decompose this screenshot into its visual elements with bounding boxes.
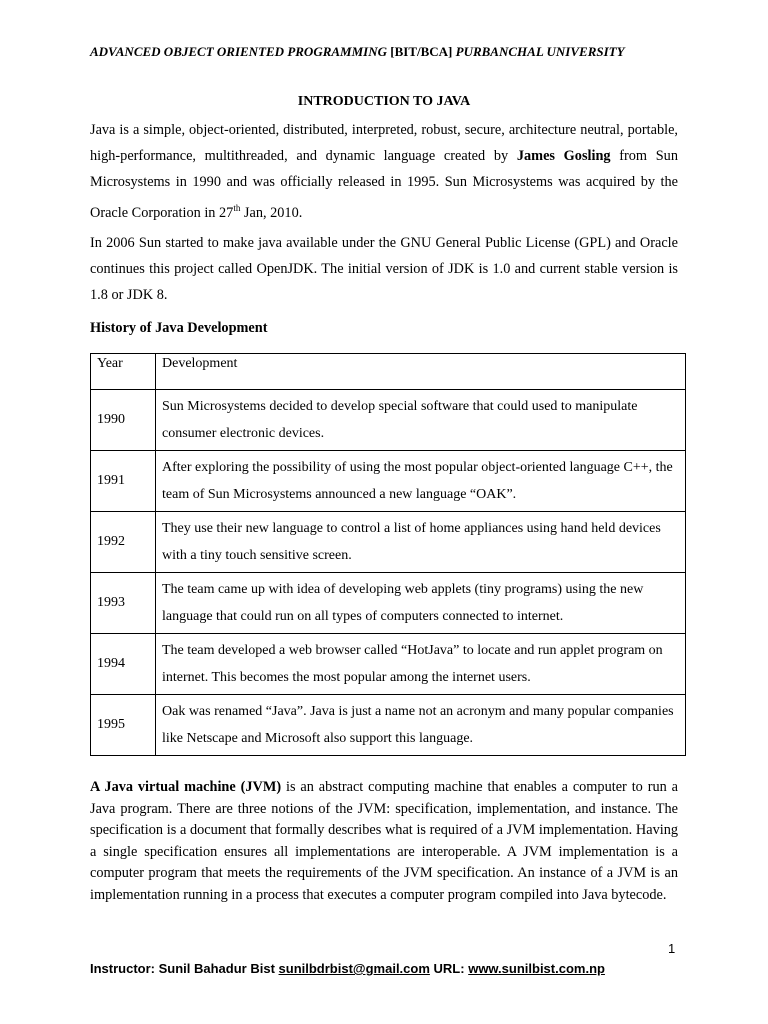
history-heading: History of Java Development	[90, 320, 268, 336]
gpl-paragraph: In 2006 Sun started to make java available under the GNU General Public License (GPL) and Oracle continues this project called OpenJDK. The initial version of JDK is 1.0 and current stable version is 1.8 or JDK 8.	[90, 235, 678, 303]
year-cell: 1990	[91, 390, 156, 451]
table-header-row	[91, 354, 686, 390]
development-column-header: Development	[156, 354, 686, 390]
development-cell: The team developed a web browser called “HotJava” to locate and run applet program on internet. This becomes the most popular among the internet users.	[156, 634, 686, 695]
year-cell: 1993	[91, 573, 156, 634]
year-cell: 1994	[91, 634, 156, 695]
jvm-text: is an abstract computing machine that enables a computer to run a Java program. There are three notions of the JVM: specification, implementation, and instance. The specification is a document that formally describes what is required of a JVM implementation. Having a single specification ensures all implementations are interoperable. A JVM implementation is a computer program that meets the requirements of the JVM specification. An instance of a JVM is an implementation running in a process that executes a computer program compiled into Java bytecode.	[90, 779, 678, 903]
intro-paragraph	[90, 117, 678, 226]
table-row	[91, 695, 686, 756]
website-link[interactable]: www.sunilbist.com.np	[468, 961, 605, 976]
page-header	[90, 44, 680, 60]
year-cell: 1995	[91, 695, 156, 756]
intro-text-3: Jan, 2010.	[240, 204, 303, 221]
year-column-header: Year	[91, 354, 156, 390]
jvm-term-a: A Java virtual machine (	[90, 779, 246, 795]
header-program: [BIT/BCA]	[390, 44, 453, 59]
table-row	[91, 634, 686, 695]
ordinal-suffix: th	[233, 203, 241, 213]
header-course: ADVANCED OBJECT ORIENTED PROGRAMMING	[90, 44, 388, 59]
page-title: INTRODUCTION TO JAVA	[297, 94, 471, 109]
development-cell: The team came up with idea of developing web applets (tiny programs) using the new language that could run on all types of computers connected to internet.	[156, 573, 686, 634]
history-table	[90, 353, 686, 756]
table-row	[91, 512, 686, 573]
development-cell: Sun Microsystems decided to develop special software that could used to manipulate consumer electronic devices.	[156, 390, 686, 451]
development-cell: They use their new language to control a list of home appliances using hand held devices with a tiny touch sensitive screen.	[156, 512, 686, 573]
table-row	[91, 573, 686, 634]
development-cell: After exploring the possibility of using the most popular object-oriented language C++, the team of Sun Microsystems announced a new language “OAK”.	[156, 451, 686, 512]
year-cell: 1992	[91, 512, 156, 573]
jvm-term-abbr: JVM	[245, 779, 277, 795]
table-row	[91, 390, 686, 451]
jvm-term-close: )	[276, 779, 282, 795]
page-number: 1	[668, 941, 676, 956]
jvm-paragraph	[90, 777, 678, 906]
development-cell: Oak was renamed “Java”. Java is just a name not an acronym and many popular companies like Netscape and Microsoft also support this language.	[156, 695, 686, 756]
url-label: URL:	[433, 961, 465, 976]
creator-name: James Gosling	[516, 148, 611, 164]
header-university: PURBANCHAL UNIVERSITY	[455, 44, 625, 59]
page-footer	[90, 961, 605, 976]
intro-text-1: Java is a simple, object-oriented, distributed, interpreted, robust, secure, architecture neutral, portable, high-performance, multithreaded, and dynamic language created by	[90, 122, 678, 164]
instructor-label: Instructor: Sunil Bahadur Bist	[90, 961, 275, 976]
email-link[interactable]: sunilbdrbist@gmail.com	[278, 961, 430, 976]
intro-text-2: from Sun Microsystems in 1990 and was officially released in 1995. Sun Microsystems was acquired by the Oracle Corporation in 27	[90, 148, 678, 221]
year-cell: 1991	[91, 451, 156, 512]
table-row	[91, 451, 686, 512]
